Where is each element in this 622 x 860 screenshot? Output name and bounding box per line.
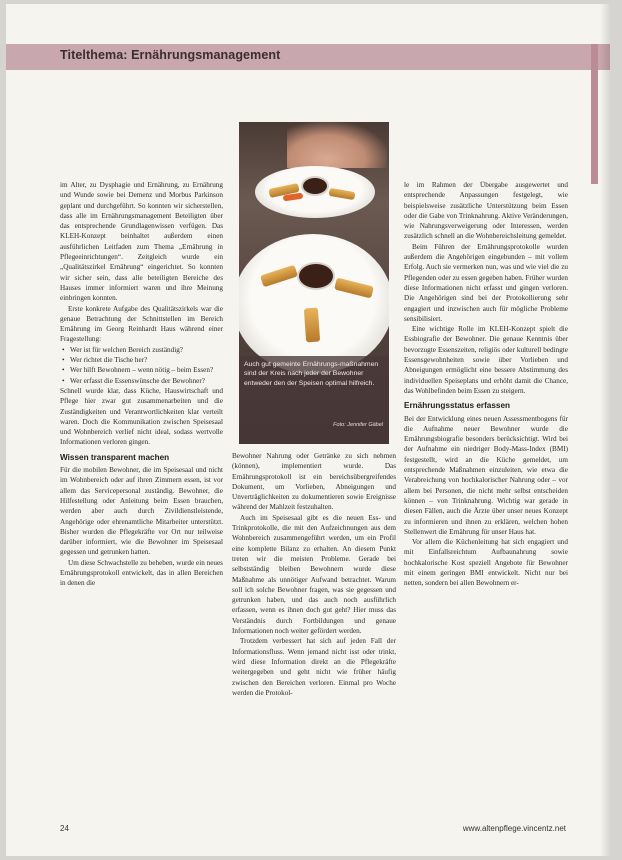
section-edge-tab — [591, 44, 598, 184]
text-column-1 — [60, 180, 223, 589]
list-item: • Wer erfasst die Essenswünsche der Bewohner? — [70, 376, 223, 386]
paragraph: Erste konkrete Aufgabe des Qualitätszirkels war die genaue Betrachtung der Schnittstellen im Bereich Ernährung im Georg Reinhardt Haus während einer Fragestellung: — [60, 304, 223, 344]
paragraph: Bei der Entwicklung eines neuen Assessmentbogens für die Aufnahme neuer Bewohner wurde die Ernährungsbiografie besonders berücksichtigt. Wird bei der Aufnahme ein niedriger Body-Mass-Index (BMI) festgestellt, wird an die Küche gemeldet, um entsprechende Maßnahmen einzuleiten, wie etwa die Verabreichung von hochkalorischer Nahrung oder – vor allem bei Personen, die nicht mehr selbst entscheiden können – von Trinknahrung. Wichtig war gerade in diesen Fällen, auch die Ärzte über unser neues Konzept zu informieren und ihnen zu erklären, welchen hohen Stellenwert die Ernährung für unser Haus hat. — [404, 414, 568, 536]
paragraph: Auch im Speisesaal gibt es die neuen Ess- und Trinkprotokolle, die mit den Aufzeichnungen aus dem Wohnbereich zusammengeführt werden, um ein Profil eine komplette Bilanz zu erhalten. An diesem Punkt treten wir die meisten Probleme. Gerade bei selbstständig bleiben Bewohnern wurde diese Maßnahme als unnötiger Aufwand betrachtet. Warum soll ich solche Bewohner fragen, was sie gegessen und getrunken haben, und das auch noch ausführlich erfassen, wenn es ihnen doch gut geht? Hier muss das Verständnis durch Fortbildungen und genaue Informationen noch weiter gefördert werden. — [232, 513, 396, 636]
paragraph: Vor allem die Küchenleitung hat sich engagiert und mit Einfallsreichtum Aufbaunahrung sowie hochkalorische Kost speziell Angebote für Bewohner mit einem geringen BMI entwickelt. Nicht nur bei netten, sondern bei allen Bewohnern er- — [404, 538, 568, 588]
paragraph: Für die mobilen Bewohner, die im Speisesaal und nicht im Wohnbereich oder auf ihren Zimmern essen, ist vor allem das Servicepersonal zuständig. Bewohner, die Hilfestellung oder Anleitung beim Essen brauchen, werden aber auch durch Zivildienstleistende, Angehörige oder ehrenamtliche Mitarbeiter unterstützt. Bisher wurden die Pflegekräfte vor Ort nur teilweise darüber informiert, wie die Bewohner im Speisesaal gegessen und getrunken hatten. — [60, 466, 223, 557]
photo-credit: Foto: Jennifer Gäbel — [333, 422, 383, 428]
sauce-bowl-front — [297, 262, 335, 290]
paragraph: Trotzdem verbessert hat sich auf jeden Fall der Informationsfluss. Wenn jemand nicht isst oder trinkt, wird diese Information direkt an die Pflegekräfte weitergegeben und geht nicht wie früher häufig zwischen den Bereichen verloren. Einmal pro Woche werden die Protokol- — [232, 637, 396, 697]
subheading: Ernährungsstatus erfassen — [404, 401, 511, 411]
paragraph: Beim Führen der Ernährungsprotokolle wurden außerdem die Angehörigen eingebunden – mit vollem Erfolg. Auch sie vermerken nun, was und wie viel die zu Pflegenden oder zu essen gegeben haben. Früher wurden diese Informationen nicht erfasst und gingen verloren. Die Angehörigen sind bei der Protokollierung sehr engagiert und inzwischen auch für mögliche Probleme sensibilisiert. — [404, 242, 568, 323]
hand-shape — [287, 122, 387, 168]
question-list — [60, 345, 223, 386]
paragraph: Eine wichtige Rolle im KLEH-Konzept spielt die Essbiografie der Bewohner. Die genaue Kenntnis über bevorzugte Essenszeiten, religiös oder kulturell bedingte Essensgewohnheiten sowie über Vorlieben und Abneigungen ermöglicht eine bessere Abstimmung des individuellen Speiseplans und erhöht damit die Chance, das Wohlbefinden beim Essen zu steigern. — [404, 325, 568, 395]
paragraph: Schnell wurde klar, dass Küche, Hauswirtschaft und Pflege hier zwar gut zusammenarbeiten und die Zuständigkeiten und Verantwortlichkeiten klar verteilt waren. Doch die Kommunikation zwischen Speisesaal und Wohnbereich verlief nicht ideal, sodass wertvolle Informationen verloren gingen. — [60, 386, 223, 447]
section-title: Titelthema: Ernährungsmanagement — [60, 48, 281, 62]
paragraph: le im Rahmen der Übergabe ausgewertet und entsprechende Anpassungen festgelegt, wie beispielsweise zusätzliche Unterstützung beim Essen oder die Gabe von Trinknahrung. Aktive Veränderungen, wie Nahrungsverweigerung oder Interessen, werden zusätzlich schnell an die Wohnbereichsleitung gemeldet. — [404, 181, 568, 241]
list-item: • Wer richtet die Tische her? — [70, 355, 223, 365]
section-header-bar — [6, 44, 610, 70]
text-column-3 — [404, 180, 568, 589]
list-item: • Wer hilft Bewohnern – wenn nötig – beim Essen? — [70, 365, 223, 375]
sauce-bowl-back — [301, 176, 329, 196]
footer-url: www.altenpflege.vincentz.net — [462, 824, 566, 833]
subheading: Wissen transparent machen — [60, 452, 170, 462]
food-photo — [239, 122, 389, 444]
page-number: 24 — [60, 824, 69, 833]
paragraph: im Alter, zu Dysphagie und Ernährung, zu Ernährung und Wunde sowie bei Demenz und Morbus Parkinson geplant und durchgeführt. So konnten wir sicherstellen, dass alle im Ernährungsmanagement Beteiligten über das entsprechende Grundlagenwissen verfügen. Das KLEH-Konzept beinhaltet außerdem einen ausführlichen Leitfaden zum Thema „Ernährung in Pflegeeinrichtungen“. Zeitgleich wurde ein „Qualitätszirkel Ernährung“ eingerichtet. So konnten wir sicher sein, dass alle beteiligten Bereiche des Hauses immer informiert waren und ihre Meinung einbringen konnten. — [60, 181, 223, 303]
photo-caption-box — [239, 356, 389, 444]
magazine-page — [6, 4, 610, 856]
croquette — [304, 308, 320, 343]
paragraph: Um diese Schwachstelle zu beheben, wurde ein neues Ernährungsprotokoll entwickelt, das in allen Bereichen in denen die — [60, 558, 223, 588]
paragraph: Bewohner Nahrung oder Getränke zu sich nehmen (können), implementiert wurde. Das Ernährungsprotokoll ist ein bereichsübergreifendes Dokument, um Vorlieben, Abneigungen und Unverträglichkeiten zu dokumentieren sowie Ereignisse während der Mahlzeit festzuhalten. — [232, 452, 396, 512]
text-column-2 — [232, 451, 396, 698]
photo-caption: Auch gut gemeinte Ernährungs-maßnahmen sind der Kreis nach jeder der Bewohner entweder den der Speisen optimal hilfreich. — [244, 361, 379, 387]
list-item: • Wer ist für welchen Bereich zuständig? — [70, 345, 223, 355]
plate-front — [239, 234, 389, 374]
